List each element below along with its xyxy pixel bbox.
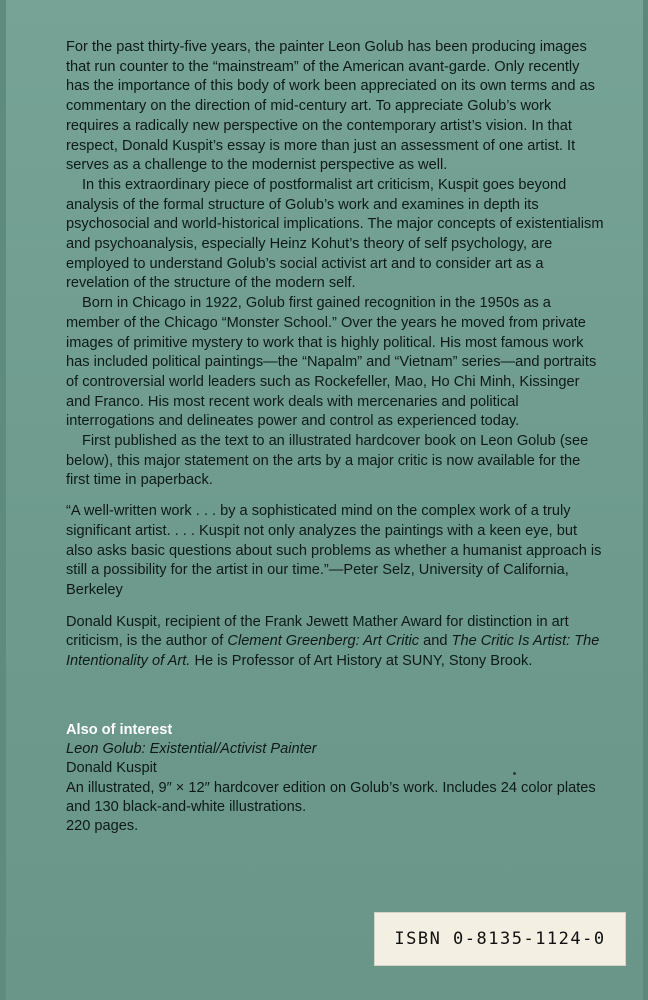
blurb-text — [66, 38, 606, 672]
isbn-label — [374, 912, 626, 966]
related-book-description: An illustrated, 9″ × 12″ hardcover edition on Golub’s work. Includes 24 color plates and 130 black-and-white illustrations. — [66, 779, 596, 815]
print-speck — [513, 772, 516, 775]
blurb-paragraph-2: In this extraordinary piece of postformalist art criticism, Kuspit goes beyond analysis of the formal structure of Golub’s work and examines in depth its psychosocial and world-historical implications. The major concepts of existentialism and psychoanalysis, especially Heinz Kohut’s theory of self psychology, are employed to understand Golub’s social activist art and to consider art as a revelation of the structure of the modern self. — [66, 176, 604, 292]
bio-book-1: Clement Greenberg: Art Critic — [227, 633, 420, 650]
related-book-author: Donald Kuspit — [66, 760, 157, 777]
bio-book-2: The Critic Is Artist: The Intentionality of Art. — [66, 633, 600, 670]
cover-left-edge — [0, 0, 6, 1000]
related-book-title: Leon Golub: Existential/Activist Painter — [66, 741, 317, 758]
blurb-paragraph-3: Born in Chicago in 1922, Golub first gained recognition in the 1950s as a member of the Chicago “Monster School.” Over the years he moved from private images of primitive mystery to work that is highly political. His most famous work has included political paintings—the “Napalm” and “Vietnam” series—and portraits of controversial world leaders such as Rockefeller, Mao, Ho Chi Minh, Kissinger and Franco. His most recent work deals with mercenaries and political interrogations and delineates power and control as experienced today. — [66, 295, 597, 430]
author-bio — [66, 613, 606, 672]
also-of-interest-section — [66, 721, 606, 836]
bio-and: and — [419, 633, 452, 650]
also-of-interest-heading: Also of interest — [66, 722, 173, 738]
related-book-pages: 220 pages. — [66, 818, 139, 835]
bio-outro: He is Professor of Art History at SUNY, Stony Brook. — [190, 653, 533, 670]
blurb-paragraph-4: First published as the text to an illustrated hardcover book on Leon Golub (see below), this major statement on the arts by a major critic is now available for the first time in paperback. — [66, 433, 589, 489]
blurb-paragraph-1: For the past thirty-five years, the painter Leon Golub has been producing images that run counter to the “mainstream” of the American avant-garde. Only recently has the importance of this body of work been appreciated on its own terms and as commentary on the direction of mid-century art. To appreciate Golub’s work requires a radically new perspective on the contemporary artist’s vision. In that respect, Donald Kuspit’s essay is more than just an assessment of one artist. It serves as a challenge to the modernist perspective as well. — [66, 39, 595, 174]
isbn-number: ISBN 0-8135-1124-0 — [394, 929, 606, 949]
bio-intro: Donald Kuspit, recipient of the Frank Jewett Mather Award for distinction in art criticism, is the author of — [66, 613, 569, 650]
cover-right-edge — [643, 0, 648, 1000]
review-quote: “A well-written work . . . by a sophisticated mind on the complex work of a truly significant artist. . . . Kuspit not only analyzes the paintings with a keen eye, but also asks basic questions about such problems as whether a humanist approach is still a possibility for the artist in our time.”—Peter Selz, University of California, Berkeley — [66, 503, 602, 598]
